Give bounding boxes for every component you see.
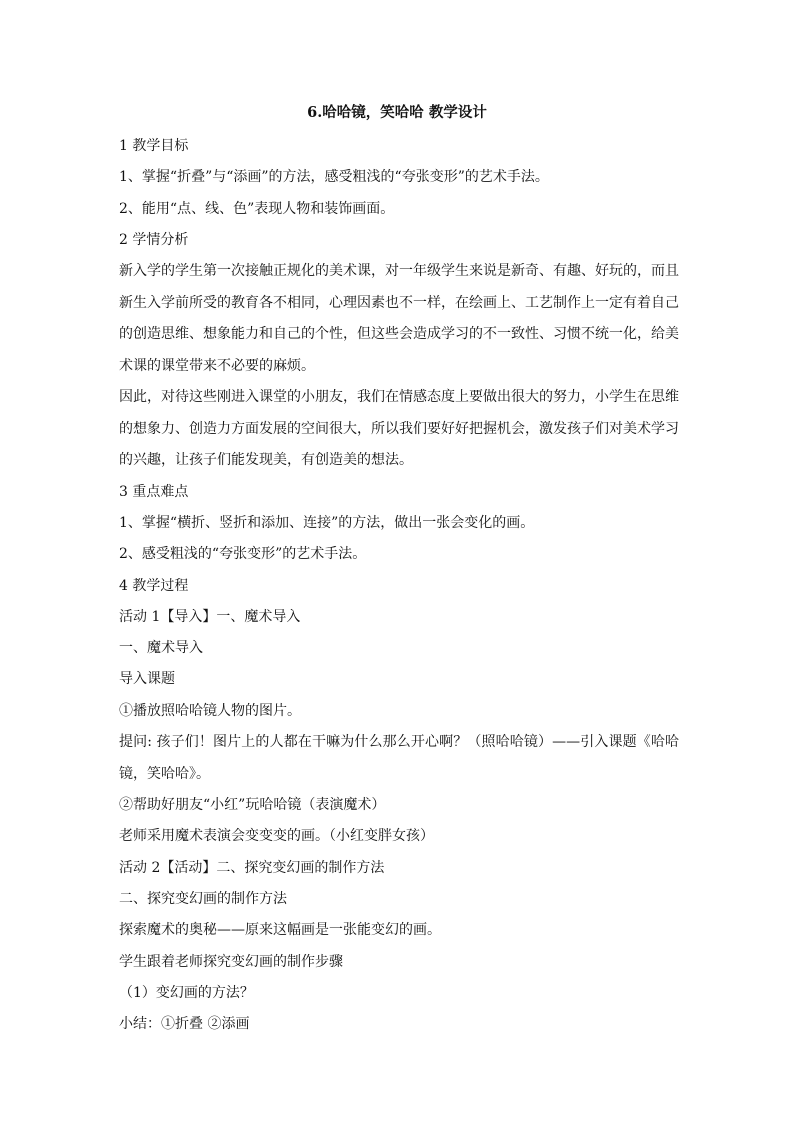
activity-2-subheading: 二、探究变幻画的制作方法 — [119, 890, 287, 907]
activity-1-step-2: ②帮助好朋友“小红”玩哈哈镜（表演魔术） — [119, 797, 386, 814]
section-heading-objectives: 1 教学目标 — [119, 138, 189, 154]
analysis-paragraph-2: 因此，对待这些刚进入课堂的小朋友，我们在情感态度上要做出很大的努力，小学生在思维的想象力、创造力方面发展的空间很大，所以我们要好好把握机会，激发孩子们对美术学习的兴趣，让孩子们能发现美，有创造美的想法。 — [119, 389, 679, 469]
key-point-1: 1、掌握“横折、竖折和添加、连接”的方法，做出一张会变化的画。 — [119, 514, 535, 531]
document-body — [119, 131, 679, 1040]
analysis-paragraph-1: 新入学的学生第一次接触正规化的美术课，对一年级学生来说是新奇、有趣、好玩的，而且新生入学前所受的教育各不相同，心理因素也不一样，在绘画上、工艺制作上一定有着自己的创造思维、想象能力和自己的个性，但这些会造成学习的不一致性、习惯不统一化，给美术课的课堂带来不必要的麻烦。 — [119, 263, 679, 374]
activity-2-question: （1）变幻画的方法？ — [119, 984, 254, 1001]
activity-2-intro: 探索魔术的奥秘——原来这幅画是一张能变幻的画。 — [119, 922, 441, 939]
document-title: 6.哈哈镜，笑哈哈 教学设计 — [307, 104, 487, 121]
objective-1: 1、掌握“折叠”与“添画”的方法，感受粗浅的“夸张变形”的艺术手法。 — [119, 169, 549, 186]
activity-1-subheading: 一、魔术导入 — [119, 640, 203, 657]
objective-2: 2、能用“点、线、色”表现人物和装饰画面。 — [119, 200, 395, 217]
activity-1-step-1: ①播放照哈哈镜人物的图片。 — [119, 702, 301, 719]
section-heading-process: 4 教学过程 — [119, 577, 189, 594]
activity-1-note: 老师采用魔术表演会变变变的画。（小红变胖女孩） — [119, 828, 434, 845]
activity-2-instruction: 学生跟着老师探究变幻画的制作步骤 — [119, 953, 343, 970]
section-heading-analysis: 2 学情分析 — [119, 231, 189, 248]
activity-1-question: 提问: 孩子们！图片上的人都在干嘛为什么那么开心啊？（照哈哈镜）——引入课题《哈哈镜，笑哈哈》。 — [119, 734, 679, 782]
activity-2-summary: 小结：①折叠 ②添画 — [119, 1016, 250, 1033]
key-point-2: 2、感受粗浅的“夸张变形”的艺术手法。 — [119, 546, 367, 563]
activity-1-topic: 导入课题 — [119, 671, 175, 688]
activity-1-heading: 活动 1【导入】一、魔术导入 — [119, 608, 301, 625]
activity-2-heading: 活动 2【活动】二、探究变幻画的制作方法 — [119, 859, 385, 876]
section-heading-key-points: 3 重点难点 — [119, 483, 189, 500]
